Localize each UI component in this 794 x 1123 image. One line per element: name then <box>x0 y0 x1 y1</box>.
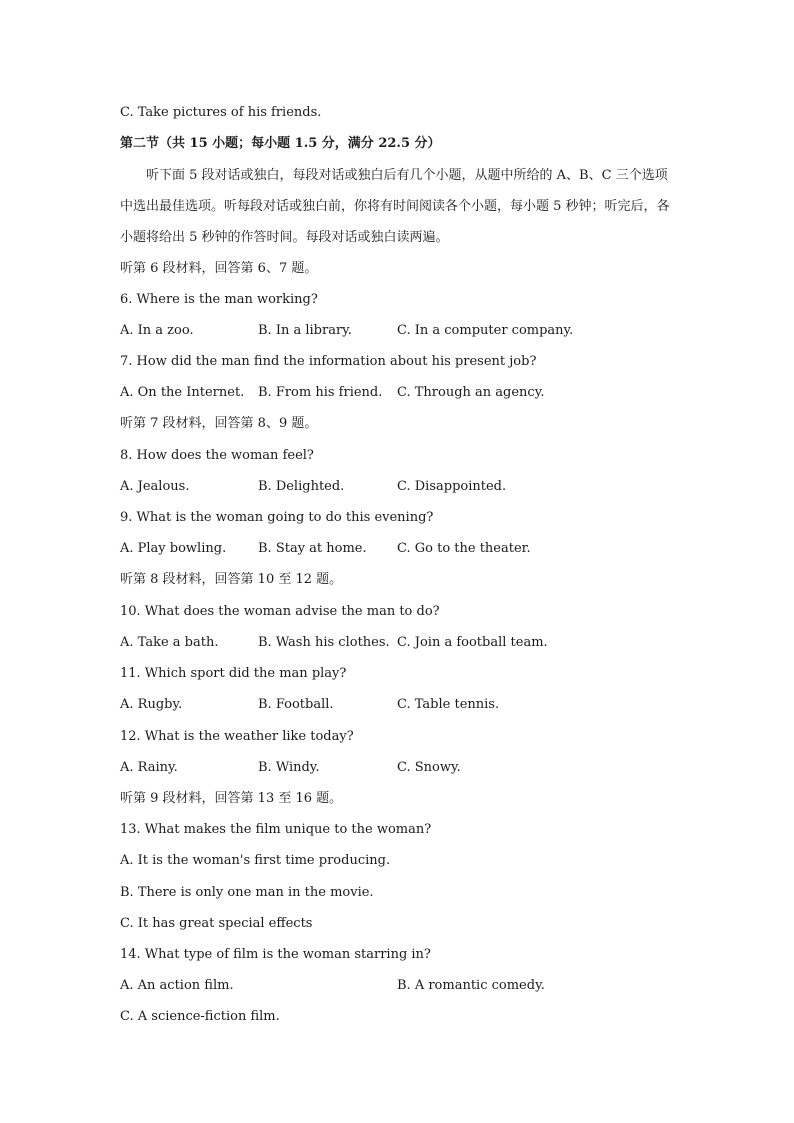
question-13-option-c: C. It has great special effects <box>120 916 313 931</box>
question-11-option-c: C. Table tennis. <box>397 697 500 712</box>
question-9-stem: 9. What is the woman going to do this evening? <box>120 510 434 525</box>
section-heading: 第二节（共 15 小题；每小题 1.5 分，满分 22.5 分） <box>120 136 441 151</box>
group-6-instruction: 听第 6 段材料，回答第 6、7 题。 <box>120 261 318 276</box>
question-11-option-a: A. Rugby. <box>120 697 183 712</box>
question-6-option-b: B. In a library. <box>258 323 352 338</box>
group-9-instruction: 听第 9 段材料，回答第 13 至 16 题。 <box>120 791 343 806</box>
question-12-stem: 12. What is the weather like today? <box>120 729 354 744</box>
question-6-stem: 6. Where is the man working? <box>120 292 318 307</box>
group-7-instruction: 听第 7 段材料，回答第 8、9 题。 <box>120 416 318 431</box>
question-6-option-a: A. In a zoo. <box>120 323 194 338</box>
question-14-stem: 14. What type of film is the woman starring in? <box>120 947 431 962</box>
question-11-stem: 11. Which sport did the man play? <box>120 666 347 681</box>
question-12-option-a: A. Rainy. <box>120 760 178 775</box>
question-8-option-b: B. Delighted. <box>258 479 345 494</box>
question-13-stem: 13. What makes the film unique to the woman? <box>120 822 432 837</box>
question-8-stem: 8. How does the woman feel? <box>120 448 314 463</box>
question-14-option-c: C. A science-fiction film. <box>120 1009 280 1024</box>
question-8-option-c: C. Disappointed. <box>397 479 507 494</box>
question-13-option-a: A. It is the woman's first time producing. <box>120 853 391 868</box>
question-8-option-a: A. Jealous. <box>120 479 190 494</box>
question-7-option-a: A. On the Internet. <box>120 385 245 400</box>
carry-over-option: C. Take pictures of his friends. <box>120 105 322 120</box>
question-10-option-b: B. Wash his clothes. <box>258 635 390 650</box>
question-14-option-a: A. An action film. <box>120 978 234 993</box>
question-14-option-b: B. A romantic comedy. <box>397 978 545 993</box>
question-12-option-b: B. Windy. <box>258 760 320 775</box>
question-12-option-c: C. Snowy. <box>397 760 461 775</box>
question-7-option-b: B. From his friend. <box>258 385 383 400</box>
section-instructions: 听下面 5 段对话或独白，每段对话或独白后有几个小题，从题中所给的 A、B、C 三个选项中选出最佳选项。听每段对话或独白前，你将有时间阅读各个小题，每小题 5 秒钟；听完后，各小题将给出 5 秒钟的作答时间。每段对话或独白读两遍。 <box>120 168 670 245</box>
question-10-option-a: A. Take a bath. <box>120 635 219 650</box>
question-9-option-c: C. Go to the theater. <box>397 541 531 556</box>
question-7-stem: 7. How did the man find the information about his present job? <box>120 354 537 369</box>
question-10-option-c: C. Join a football team. <box>397 635 548 650</box>
group-8-instruction: 听第 8 段材料，回答第 10 至 12 题。 <box>120 572 343 587</box>
question-10-stem: 10. What does the woman advise the man to do? <box>120 604 440 619</box>
question-6-option-c: C. In a computer company. <box>397 323 574 338</box>
question-9-option-a: A. Play bowling. <box>120 541 227 556</box>
question-9-option-b: B. Stay at home. <box>258 541 367 556</box>
question-7-option-c: C. Through an agency. <box>397 385 545 400</box>
question-13-option-b: B. There is only one man in the movie. <box>120 885 374 900</box>
question-11-option-b: B. Football. <box>258 697 334 712</box>
